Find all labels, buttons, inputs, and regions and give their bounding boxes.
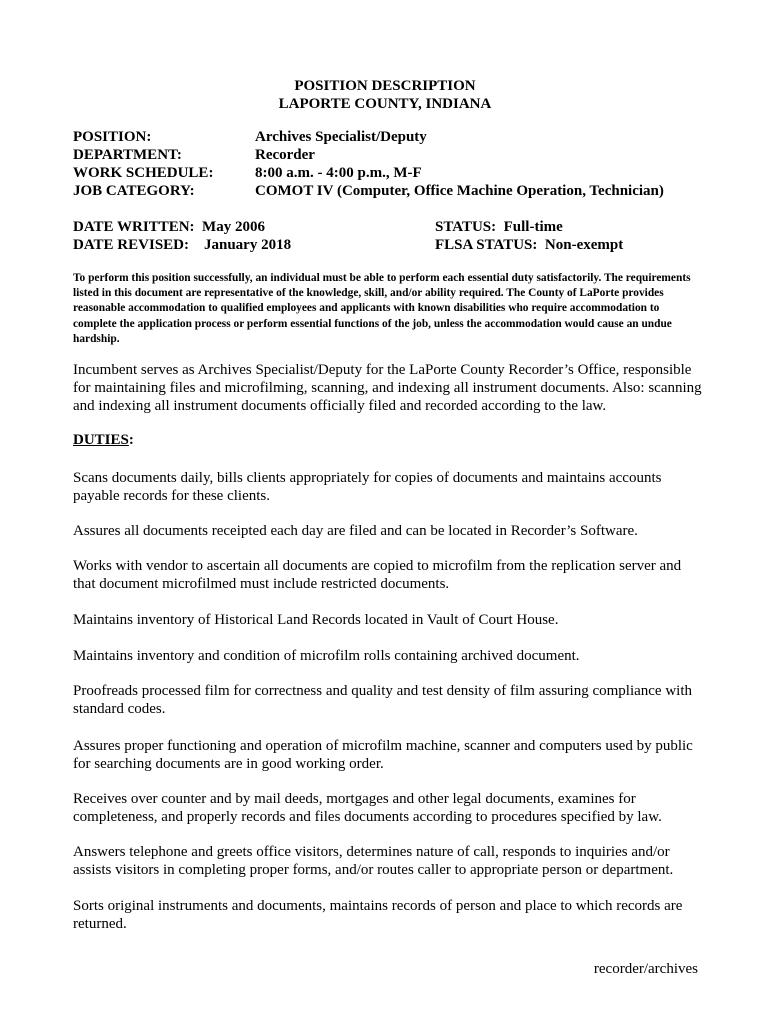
duty-item-1: Scans documents daily, bills clients appropriately for copies of documents and maintains accounts payable records for these clients.: [73, 470, 662, 504]
flsa-status: FLSA STATUS: Non-exempt: [435, 237, 624, 253]
work-schedule-label: WORK SCHEDULE:: [73, 165, 214, 181]
intro-paragraph: Incumbent serves as Archives Specialist/Deputy for the LaPorte County Recorder’s Office, responsible for maintaining files and microfilming, scanning, and indexing all instrument documents. Also: scanning and indexing all instrument documents officially filed and recorded according to the law.: [73, 362, 702, 414]
employment-status: STATUS: Full-time: [435, 219, 563, 235]
duties-heading-colon: :: [128, 432, 134, 448]
date-revised: DATE REVISED: January 2018: [73, 237, 292, 253]
date-written: DATE WRITTEN: May 2006: [73, 219, 265, 235]
department-value: Recorder: [255, 147, 315, 163]
position-label: POSITION:: [73, 129, 152, 145]
duty-item-5: Maintains inventory and condition of microfilm rolls containing archived document.: [73, 648, 580, 664]
footer-label: recorder/archives: [593, 961, 698, 977]
work-schedule-value: 8:00 a.m. - 4:00 p.m., M-F: [255, 165, 422, 181]
document-subtitle: LAPORTE COUNTY, INDIANA: [278, 96, 492, 112]
position-value: Archives Specialist/Deputy: [255, 129, 427, 145]
duty-item-3: Works with vendor to ascertain all documents are copied to microfilm from the replication server and that document microfilmed must include restricted documents.: [73, 558, 682, 592]
duty-item-7: Assures proper functioning and operation of microfilm machine, scanner and computers used by public for searching documents are in good working order.: [73, 738, 693, 772]
department-label: DEPARTMENT:: [73, 147, 182, 163]
duty-item-8: Receives over counter and by mail deeds, mortgages and other legal documents, examines for completeness, and properly records and files documents according to procedures specified by law.: [73, 791, 662, 825]
duty-item-2: Assures all documents receipted each day are filed and can be located in Recorder’s Software.: [73, 523, 638, 539]
duty-item-4: Maintains inventory of Historical Land Records located in Vault of Court House.: [73, 612, 559, 628]
document-title: POSITION DESCRIPTION: [294, 78, 476, 94]
duty-item-6: Proofreads processed film for correctness and quality and test density of film assuring compliance with standard codes.: [73, 683, 692, 717]
duties-heading: [73, 432, 134, 449]
accommodation-notice: To perform this position successfully, an individual must be able to perform each essential duty satisfactorily. The requirements listed in this document are representative of the knowledge, skill, and/or ability required. The County of LaPorte provides reasonable accommodation to qualified employees and applicants with known disabilities who require accommodation to complete the application process or perform essential functions of the job, unless the accommodation would cause an undue hardship.: [73, 272, 691, 345]
job-category-label: JOB CATEGORY:: [73, 183, 195, 199]
duty-item-9: Answers telephone and greets office visitors, determines nature of call, responds to inquiries and/or assists visitors in completing proper forms, and/or routes caller to appropriate person or department.: [73, 844, 674, 878]
job-category-value: COMOT IV (Computer, Office Machine Operation, Technician): [255, 183, 664, 199]
duties-heading-text: DUTIES: [73, 432, 129, 448]
duty-item-10: Sorts original instruments and documents, maintains records of person and place to which records are returned.: [73, 898, 683, 932]
